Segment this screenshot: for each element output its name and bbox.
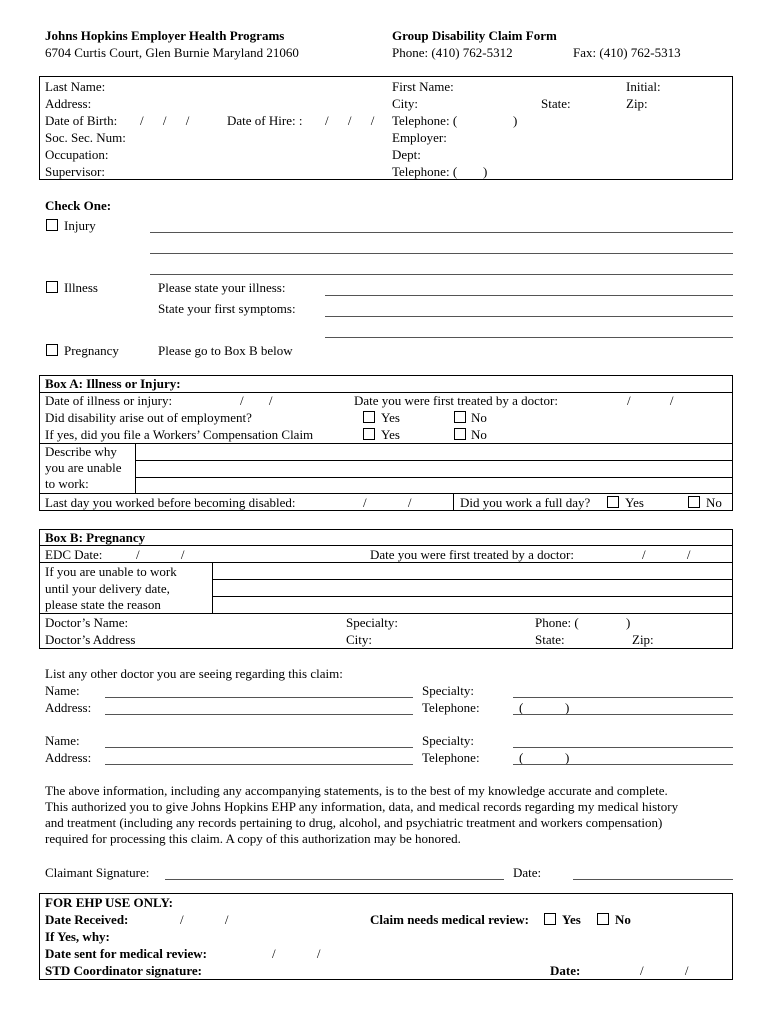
dob-label: Date of Birth: <box>45 113 118 128</box>
injury-line-3[interactable] <box>150 274 733 275</box>
full-day-no-checkbox[interactable] <box>688 496 700 508</box>
medical-review-no-label: No <box>615 912 631 927</box>
other-doctor-specialty-label: Specialty: <box>422 683 474 698</box>
pregnancy-label: Pregnancy <box>64 343 119 358</box>
authorization-line-4: required for processing this claim. A copy of this authorization may be honored. <box>45 831 461 846</box>
other-doctor2-telephone-line[interactable] <box>513 764 733 765</box>
reason-line-3: please state the reason <box>45 597 161 612</box>
other-doctor-intro: List any other doctor you are seeing regarding this claim: <box>45 666 343 681</box>
form-title: Group Disability Claim Form <box>392 28 557 43</box>
state-label: State: <box>541 96 571 111</box>
dept-label: Dept: <box>392 147 421 162</box>
illness-label: Illness <box>64 280 98 295</box>
other-doctor-specialty-line[interactable] <box>513 697 733 698</box>
dob-slashes: / / / <box>140 113 190 128</box>
date-sent-label: Date sent for medical review: <box>45 946 207 961</box>
box-b-divider <box>39 613 733 614</box>
coordinator-signature-label: STD Coordinator signature: <box>45 963 202 978</box>
full-day-label: Did you work a full day? <box>460 495 591 510</box>
other-doctor2-paren-close: ) <box>565 750 570 765</box>
authorization-line-3: and treatment (including any records pertaining to drug, alcohol, and psychiatric treatment and workers compensation) <box>45 815 663 830</box>
coordinator-date-label: Date: <box>550 963 581 978</box>
symptoms-label: State your first symptoms: <box>158 301 296 316</box>
injury-label: Injury <box>64 218 96 233</box>
edc-label: EDC Date: <box>45 547 103 562</box>
doctor-state-label: State: <box>535 632 565 647</box>
arise-no-label: No <box>471 410 487 425</box>
other-doctor2-address-label: Address: <box>45 750 92 765</box>
box-a-divider <box>135 477 733 478</box>
doctor-address-label: Doctor’s Address <box>45 632 136 647</box>
other-doctor-address-label: Address: <box>45 700 92 715</box>
arise-yes-label: Yes <box>381 410 400 425</box>
other-doctor2-address-line[interactable] <box>105 764 413 765</box>
supervisor-telephone-label: Telephone: ( <box>392 164 458 179</box>
comp-yes-label: Yes <box>381 427 400 442</box>
box-b-title: Box B: Pregnancy <box>45 530 146 545</box>
first-name-label: First Name: <box>392 79 454 94</box>
pregnancy-note: Please go to Box B below <box>158 343 293 358</box>
reason-line-1: If you are unable to work <box>45 564 177 579</box>
doctor-zip-label: Zip: <box>632 632 654 647</box>
other-doctor2-name-line[interactable] <box>105 747 413 748</box>
telephone-label: Telephone: ( <box>392 113 458 128</box>
occupation-label: Occupation: <box>45 147 109 162</box>
doctor-specialty-label: Specialty: <box>346 615 398 630</box>
box-a-title: Box A: Illness or Injury: <box>45 376 181 391</box>
arise-no-checkbox[interactable] <box>454 411 466 423</box>
edc-slashes: / / <box>136 547 185 562</box>
last-name-label: Last Name: <box>45 79 106 94</box>
box-a-divider <box>135 460 733 461</box>
authorization-line-1: The above information, including any accompanying statements, is to the best of my knowledge accurate and complete. <box>45 783 668 798</box>
injury-line-1[interactable] <box>150 232 733 233</box>
hire-slashes: / / / <box>325 113 375 128</box>
authorization-line-2: This authorized you to give Johns Hopkins EHP any information, data, and medical records regarding my medical history <box>45 799 679 814</box>
full-day-no-label: No <box>706 495 722 510</box>
ehp-title: FOR EHP USE ONLY: <box>45 895 173 910</box>
phone-number: Phone: (410) 762-5312 <box>392 45 513 60</box>
first-treated-label: Date you were first treated by a doctor: <box>354 393 558 408</box>
illness-state-label: Please state your illness: <box>158 280 286 295</box>
last-day-label: Last day you worked before becoming disabled: <box>45 495 296 510</box>
ssn-label: Soc. Sec. Num: <box>45 130 126 145</box>
medical-review-label: Claim needs medical review: <box>370 912 529 927</box>
other-doctor-address-line[interactable] <box>105 714 413 715</box>
illness-checkbox[interactable] <box>46 281 58 293</box>
box-a-divider <box>453 493 454 511</box>
claimant-signature-label: Claimant Signature: <box>45 865 150 880</box>
other-doctor-paren-open: ( <box>519 700 524 715</box>
address-label: Address: <box>45 96 92 111</box>
illness-line[interactable] <box>325 295 733 296</box>
signature-date-label: Date: <box>513 865 542 880</box>
box-b-divider <box>212 579 733 580</box>
comp-yes-checkbox[interactable] <box>363 428 375 440</box>
doctor-phone-label: Phone: ( <box>535 615 579 630</box>
medical-review-yes-label: Yes <box>562 912 581 927</box>
b-first-treated-label: Date you were first treated by a doctor: <box>370 547 574 562</box>
claimant-signature-line[interactable] <box>165 879 504 880</box>
other-doctor2-name-label: Name: <box>45 733 80 748</box>
other-doctor-name-line[interactable] <box>105 697 413 698</box>
workers-comp-label: If yes, did you file a Workers’ Compensation Claim <box>45 427 314 442</box>
comp-no-label: No <box>471 427 487 442</box>
describe-line-1: Describe why <box>45 444 117 459</box>
city-label: City: <box>392 96 419 111</box>
coordinator-date-slashes: / / <box>640 963 689 978</box>
other-doctor2-specialty-label: Specialty: <box>422 733 474 748</box>
initial-label: Initial: <box>626 79 661 94</box>
date-sent-slashes: / / <box>272 946 321 961</box>
arise-yes-checkbox[interactable] <box>363 411 375 423</box>
employer-label: Employer: <box>392 130 447 145</box>
box-b-divider <box>212 596 733 597</box>
first-treated-slashes: / / <box>627 393 674 408</box>
other-doctor2-specialty-line[interactable] <box>513 747 733 748</box>
b-first-treated-slashes: / / <box>642 547 691 562</box>
org-name: Johns Hopkins Employer Health Programs <box>45 28 285 43</box>
box-b-divider <box>212 562 213 613</box>
other-doctor2-paren-open: ( <box>519 750 524 765</box>
telephone-close: ) <box>513 113 518 128</box>
describe-line-3: to work: <box>45 476 89 491</box>
doctor-city-label: City: <box>346 632 373 647</box>
date-received-slashes: / / <box>180 912 229 927</box>
date-of-hire-label: Date of Hire: : <box>227 113 303 128</box>
box-a-divider <box>135 443 136 493</box>
date-received-label: Date Received: <box>45 912 129 927</box>
full-day-yes-checkbox[interactable] <box>607 496 619 508</box>
zip-label: Zip: <box>626 96 648 111</box>
pregnancy-checkbox[interactable] <box>46 344 58 356</box>
other-doctor-name-label: Name: <box>45 683 80 698</box>
arise-employment-label: Did disability arise out of employment? <box>45 410 252 425</box>
medical-review-no-checkbox[interactable] <box>597 913 609 925</box>
reason-line-2: until your delivery date, <box>45 581 170 596</box>
full-day-yes-label: Yes <box>625 495 644 510</box>
symptoms-line-1[interactable] <box>325 316 733 317</box>
supervisor-label: Supervisor: <box>45 164 105 179</box>
check-one-title: Check One: <box>45 198 112 213</box>
describe-line-2: you are unable <box>45 460 122 475</box>
date-illness-slashes: / / <box>240 393 273 408</box>
last-day-slashes: / / <box>363 495 412 510</box>
injury-line-2[interactable] <box>150 253 733 254</box>
date-illness-label: Date of illness or injury: <box>45 393 173 408</box>
other-doctor-telephone-label: Telephone: <box>422 700 480 715</box>
doctor-phone-close: ) <box>626 615 631 630</box>
fax-number: Fax: (410) 762-5313 <box>573 45 681 60</box>
org-address: 6704 Curtis Court, Glen Burnie Maryland 21060 <box>45 45 299 60</box>
signature-date-line[interactable] <box>573 879 733 880</box>
other-doctor-paren-close: ) <box>565 700 570 715</box>
comp-no-checkbox[interactable] <box>454 428 466 440</box>
other-doctor-telephone-line[interactable] <box>513 714 733 715</box>
box-a-divider <box>39 493 733 494</box>
if-yes-why-label: If Yes, why: <box>45 929 110 944</box>
supervisor-telephone-close: ) <box>483 164 488 179</box>
injury-checkbox[interactable] <box>46 219 58 231</box>
other-doctor2-telephone-label: Telephone: <box>422 750 480 765</box>
doctor-name-label: Doctor’s Name: <box>45 615 129 630</box>
box-a-divider <box>39 443 733 444</box>
symptoms-line-2[interactable] <box>325 337 733 338</box>
medical-review-yes-checkbox[interactable] <box>544 913 556 925</box>
